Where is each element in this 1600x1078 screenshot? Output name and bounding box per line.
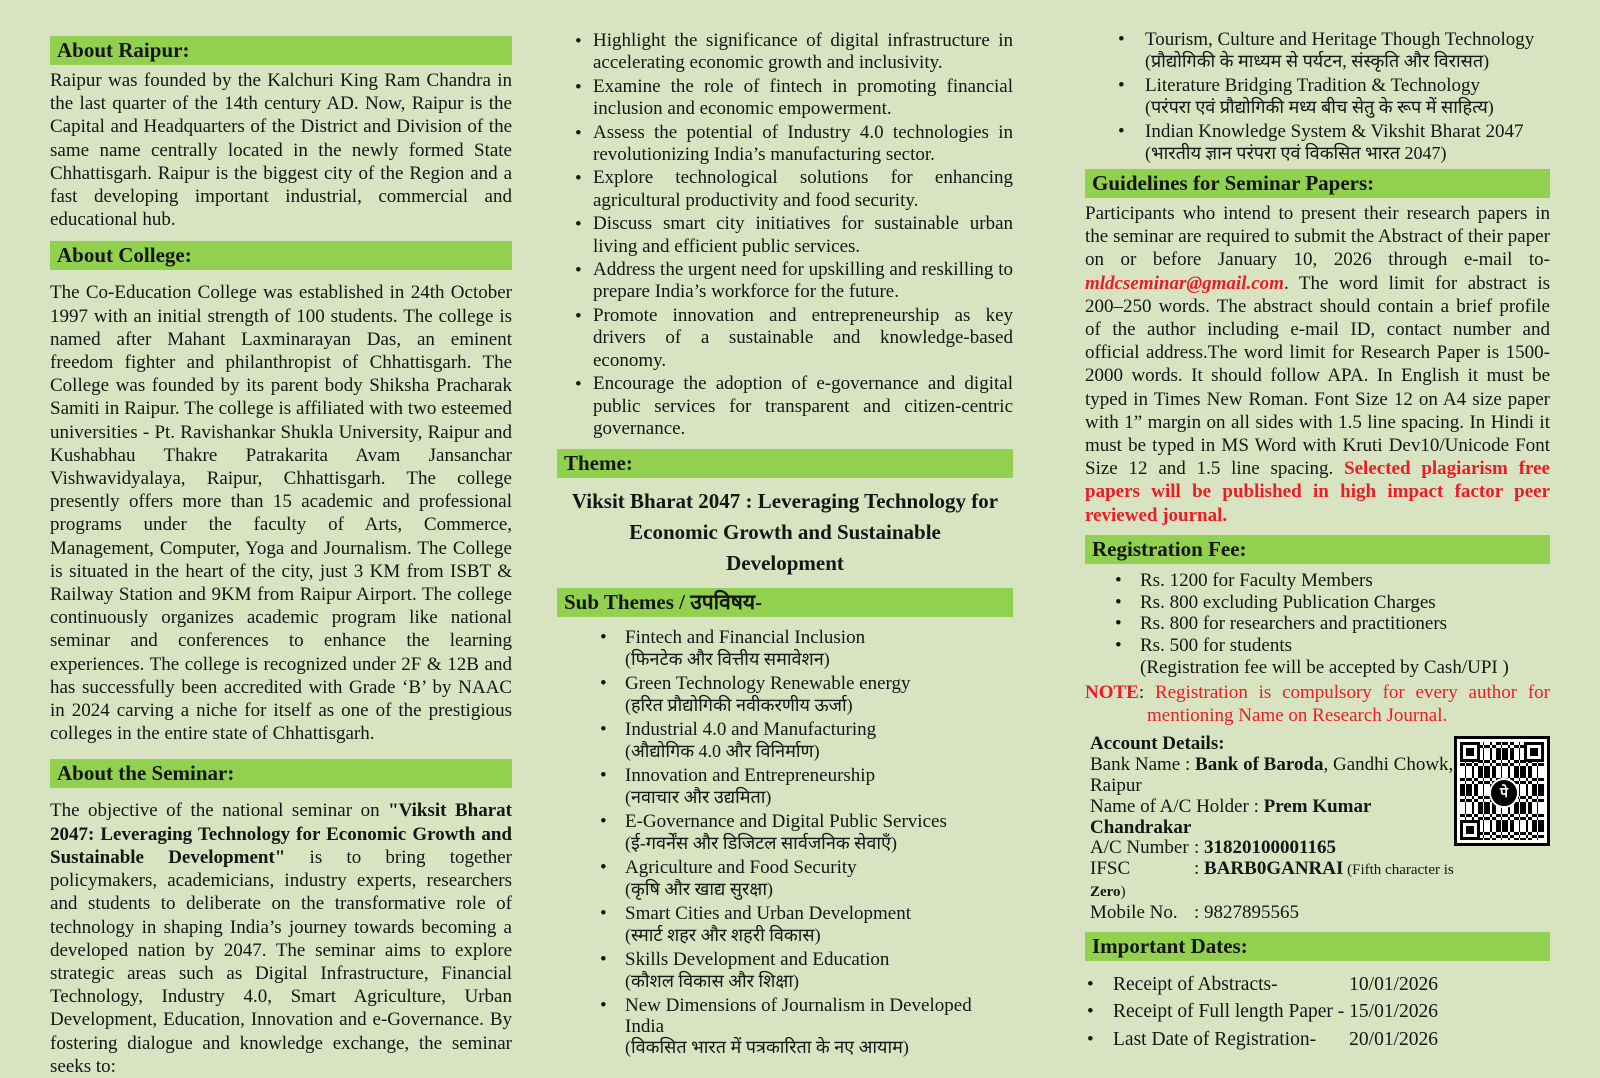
sub-theme-en: Smart Cities and Urban Development	[625, 903, 911, 925]
objective-text: Assess the potential of Industry 4.0 technologies in revolutionizing India’s manufacturing sector.	[593, 121, 1013, 166]
ifsc-row	[1090, 859, 1454, 903]
sub-themes-continued-list	[1085, 30, 1550, 163]
sub-theme-hi: (विकसित भारत में पत्रकारिता के नए आयाम)	[625, 1037, 909, 1058]
list-item	[575, 167, 1013, 212]
ifsc-note-pre: (Fifth character is	[1343, 862, 1454, 879]
list-item	[575, 259, 1013, 304]
sub-theme-en: Indian Knowledge System & Vikshit Bharat 2047	[1145, 121, 1524, 142]
bullet-icon: •	[600, 949, 607, 971]
bullet-icon: •	[575, 168, 582, 190]
account-details-block	[1085, 734, 1550, 923]
sub-theme-en: Fintech and Financial Inclusion	[625, 627, 866, 649]
heading-registration-fee: Registration Fee:	[1085, 535, 1550, 564]
seminar-rest: is to bring together policymakers, academicians, industry experts, researchers and students to deliberate on the transformative role of technology in shaping India’s journey towards becoming a developed nation by 2047. The seminar aims to explore strategic areas such as Digital Infrastructure, Financial Technology, Industry 4.0, Smart Agriculture, Urban Development, Education, Innovation and e-Governance. By fostering dialogue and knowledge exchange, the seminar seeks to:	[50, 846, 512, 1077]
list-item	[600, 858, 1013, 899]
objective-text: Discuss smart city initiatives for sustainable urban living and efficient public services.	[593, 213, 1013, 257]
mobile-label: Mobile No.	[1090, 901, 1178, 923]
list-item	[1115, 592, 1550, 614]
upi-qr-code	[1454, 736, 1550, 846]
ifsc-note-zero: Zero	[1090, 884, 1121, 901]
date-value: 15/01/2026	[1349, 1001, 1438, 1023]
list-item	[1115, 570, 1550, 592]
about-raipur-text: Raipur was founded by the Kalchuri King Ram Chandra in the last quarter of the 14th century AD. Now, Raipur is the Capital and Headquarters of the District and Division of the same name centrally located in the newly formed State Chhattisgarh. Raipur is the biggest city of the Region and a fast developing important industrial, commercial and educational hub.	[50, 70, 512, 231]
objective-text: Examine the role of fintech in promoting financial inclusion and economic empowerment.	[593, 75, 1013, 120]
holder-label: Name of A/C Holder :	[1090, 795, 1264, 817]
sub-theme-en: E-Governance and Digital Public Services	[625, 811, 947, 833]
heading-theme: Theme:	[557, 449, 1013, 478]
guidelines-body-2: . The word limit for abstract is 200–250 words. The abstract should contain a brief profile of the author including e-mail ID, contact number and official address.The word limit for Research Paper is 1500-2000 words. It should follow APA. In English it must be typed in Times New Roman. Font Size 12 on A4 size paper with 1” margin on all sides with 1.5 line spacing. In Hindi it must be typed in MS Word with Kruti Dev10/Unicode Font Size 12 and 1.5 line spacing.	[1085, 272, 1550, 480]
bullet-icon: •	[600, 811, 607, 833]
account-holder-row	[1090, 797, 1454, 839]
bullet-icon: •	[1115, 635, 1122, 657]
sub-theme-hi: (हरित प्रौद्योगिकी नवीकरणीय ऊर्जा)	[625, 694, 853, 715]
date-label: Receipt of Full length Paper -	[1113, 1001, 1345, 1023]
mobile-number: 9827895565	[1204, 901, 1300, 923]
ifsc-colon: :	[1194, 858, 1205, 880]
bullet-icon: •	[600, 627, 607, 649]
sub-theme-hi: (परंपरा एवं प्रौद्योगिकी मध्य बीच सेतु के रूप में साहित्य)	[1145, 96, 1494, 117]
bullet-icon: •	[1118, 121, 1125, 142]
bullet-icon: •	[1118, 29, 1125, 50]
holder-name: Prem Kumar Chandrakar	[1090, 795, 1372, 838]
date-value: 10/01/2026	[1349, 973, 1438, 995]
column-left	[50, 0, 512, 1078]
date-label: Last Date of Registration-	[1113, 1028, 1317, 1050]
list-item	[1118, 76, 1550, 117]
bullet-icon: •	[575, 260, 582, 282]
sub-theme-hi: (प्रौद्योगिकी के माध्यम से पर्यटन, संस्कृति और विरासत)	[1145, 50, 1490, 71]
bullet-icon: •	[1115, 569, 1122, 591]
seminar-objectives-list	[557, 30, 1013, 440]
important-dates-list	[1085, 973, 1550, 1052]
bullet-icon: •	[1087, 1001, 1094, 1023]
heading-guidelines: Guidelines for Seminar Papers:	[1085, 169, 1550, 198]
column-right	[1085, 0, 1550, 1055]
list-item	[1118, 30, 1550, 71]
list-item	[600, 996, 1013, 1058]
bullet-icon: •	[600, 903, 607, 925]
bullet-icon: •	[575, 214, 582, 236]
sub-theme-hi: (फिनटेक और वित्तीय समावेशन)	[625, 648, 830, 669]
date-value: 20/01/2026	[1349, 1028, 1438, 1050]
bullet-icon: •	[600, 995, 607, 1017]
fee-item: Rs. 800 for researchers and practitioners	[1140, 613, 1448, 635]
sub-theme-hi: (नवाचार और उद्यमिता)	[625, 786, 772, 807]
bullet-icon: •	[600, 719, 607, 741]
list-item	[600, 812, 1013, 853]
sub-theme-en: Innovation and Entrepreneurship	[625, 765, 876, 787]
list-item	[600, 674, 1013, 715]
sub-theme-hi: (कौशल विकास और शिक्षा)	[625, 970, 799, 991]
sub-theme-hi: (औद्योगिक 4.0 और विनिर्माण)	[625, 740, 820, 761]
bullet-icon: •	[575, 122, 582, 144]
list-item	[600, 766, 1013, 807]
bullet-icon: •	[1115, 613, 1122, 635]
list-item	[575, 76, 1013, 121]
heading-important-dates: Important Dates:	[1085, 932, 1550, 961]
fee-item: Rs. 500 for students	[1140, 635, 1292, 657]
objective-text: Explore technological solutions for enhancing agricultural productivity and food security.	[593, 167, 1013, 211]
sub-theme-hi: (भारतीय ज्ञान परंपरा एवं विकसित भारत 2047)	[1145, 142, 1447, 163]
list-item	[1118, 122, 1550, 163]
cash-upi-note: (Registration fee will be accepted by Cash/UPI )	[1140, 657, 1509, 679]
objective-text: Address the urgent need for upskilling and reskilling to prepare India’s workforce for the future.	[593, 259, 1013, 303]
sub-theme-en: Tourism, Culture and Heritage Though Technology	[1145, 29, 1535, 50]
list-item	[575, 213, 1013, 258]
bullet-icon: •	[575, 305, 582, 327]
list-item	[1087, 1028, 1550, 1052]
acno-label: A/C Number	[1090, 837, 1189, 859]
note-label: NOTE	[1085, 682, 1139, 704]
heading-sub-themes: Sub Themes / उपविषय-	[557, 588, 1013, 617]
qr-finder-icon	[1524, 742, 1544, 762]
list-item	[575, 305, 1013, 372]
ifsc-code: BARB0GANRAI	[1204, 858, 1344, 880]
sub-theme-en: Agriculture and Food Security	[625, 857, 857, 879]
objective-text: Promote innovation and entrepreneurship as key drivers of a sustainable and knowledge-based economy.	[593, 304, 1013, 371]
bullet-icon: •	[575, 374, 582, 396]
bullet-icon: •	[600, 857, 607, 879]
fee-item: Rs. 800 excluding Publication Charges	[1140, 591, 1436, 613]
qr-finder-icon	[1460, 820, 1480, 840]
bullet-icon: •	[1087, 1028, 1094, 1050]
list-item	[600, 904, 1013, 945]
note-separator: :	[1138, 682, 1155, 704]
heading-about-seminar: About the Seminar:	[50, 759, 512, 788]
guidelines-highlight: Selected plagiarism free papers will be published in high impact factor peer reviewed journal.	[1085, 458, 1550, 526]
sub-themes-list	[557, 628, 1013, 1058]
bullet-icon: •	[1115, 591, 1122, 613]
registration-note	[1085, 681, 1550, 727]
bullet-icon: •	[600, 673, 607, 695]
sub-theme-en: Green Technology Renewable energy	[625, 673, 911, 695]
sub-theme-en: Industrial 4.0 and Manufacturing	[625, 719, 877, 741]
sub-theme-en: Skills Development and Education	[625, 949, 890, 971]
list-item	[1087, 1000, 1550, 1024]
list-item	[575, 30, 1013, 75]
account-number: 31820100001165	[1204, 837, 1336, 859]
sub-theme-en: New Dimensions of Journalism in Developed India	[625, 995, 972, 1037]
account-number-row	[1090, 838, 1454, 859]
heading-account-details: Account Details:	[1090, 733, 1225, 755]
bank-name: Bank of Baroda	[1195, 754, 1324, 776]
heading-about-college: About College:	[50, 241, 512, 270]
column-middle	[557, 0, 1013, 1063]
qr-finder-icon	[1460, 742, 1480, 762]
note-text: Registration is compulsory for every author for mentioning Name on Research Journal.	[1147, 682, 1550, 727]
account-bank-row	[1090, 755, 1454, 797]
acno-colon: :	[1194, 837, 1205, 859]
bullet-icon: •	[600, 765, 607, 787]
ifsc-note-post: )	[1120, 884, 1126, 901]
sub-theme-hi: (कृषि और खाद्य सुरक्षा)	[625, 878, 773, 899]
sub-theme-en: Literature Bridging Tradition & Technology	[1145, 75, 1481, 96]
seminar-theme-title: Viksit Bharat 2047 : Leveraging Technology for Economic Growth and Sustainable Development	[571, 489, 999, 576]
bullet-icon: •	[575, 31, 582, 52]
about-college-text: The Co-Education College was established in 24th October 1997 with an initial strength of 100 students. The college is named after Mahant Laxminarayan Das, an eminent freedom fighter and philanthropist of Chhattisgarh. The College was founded by its parent body Shiksha Pracharak Samiti in Raipur. The college is affiliated with two esteemed universities - Pt. Ravishankar Shukla University, Raipur and Kushabhau Thakre Patrakarita Avam Jansanchar Vishwavidyalaya, Raipur, Chhattisgarh. The college presently offers more than 15 academic and professional programs under the faculty of Arts, Commerce, Management, Computer, Yoga and Journalism. The College is situated in the heart of the city, just 3 KM from ISBT & Railway Station and 9KM from Raipur Airport. The college continuously organizes academic program like national seminar and conferences to enhance the learning experiences. The college is recognized under 2F & 12B and has successfully been accredited with Grade ‘B’ by NAAC in 2024 carving a niche for itself as one of the prestigious colleges in the entire state of Chhattisgarh.	[50, 282, 512, 745]
list-item	[600, 628, 1013, 669]
objective-text: Encourage the adoption of e-governance and digital public services for transparent and citizen-centric governance.	[593, 373, 1013, 439]
list-item	[1115, 613, 1550, 635]
list-item	[1115, 635, 1550, 657]
objective-text: Highlight the significance of digital infrastructure in accelerating economic growth and inclusivity.	[593, 30, 1013, 74]
sub-theme-hi: (ई-गवर्नेंस और डिजिटल सार्वजनिक सेवाएँ)	[625, 832, 897, 853]
bullet-icon: •	[1087, 973, 1094, 995]
upi-logo-icon: पे	[1489, 778, 1519, 808]
mobile-colon: :	[1194, 901, 1205, 923]
list-item	[1087, 973, 1550, 997]
bank-branch: , Gandhi Chowk, Raipur	[1090, 754, 1454, 797]
registration-fee-list	[1085, 570, 1550, 657]
seminar-title-bold: "Viksit Bharat 2047: Leveraging Technology for Economic Growth and Sustainable Development"	[50, 800, 512, 868]
bank-label: Bank Name :	[1090, 754, 1196, 776]
bullet-icon: •	[1118, 75, 1125, 96]
about-seminar-text	[50, 799, 512, 1077]
sub-theme-hi: (स्मार्ट शहर और शहरी विकास)	[625, 924, 821, 945]
list-item	[575, 122, 1013, 167]
list-item	[575, 373, 1013, 440]
guidelines-body-1: Participants who intend to present their research papers in the seminar are required to submit the Abstract of their paper on or before January 10, 2026 through e-mail to-	[1085, 203, 1550, 271]
account-details-text	[1085, 734, 1454, 923]
heading-about-raipur: About Raipur:	[50, 36, 512, 65]
fee-item: Rs. 1200 for Faculty Members	[1140, 569, 1373, 591]
guidelines-text	[1085, 202, 1550, 527]
date-label: Receipt of Abstracts-	[1113, 973, 1278, 995]
ifsc-label: IFSC	[1090, 858, 1131, 880]
bullet-icon: •	[575, 76, 582, 98]
seminar-email-link[interactable]: mldcseminar@gmail.com	[1085, 272, 1284, 294]
mobile-row	[1090, 903, 1454, 924]
seminar-intro: The objective of the national seminar on	[50, 800, 389, 822]
list-item	[600, 720, 1013, 761]
